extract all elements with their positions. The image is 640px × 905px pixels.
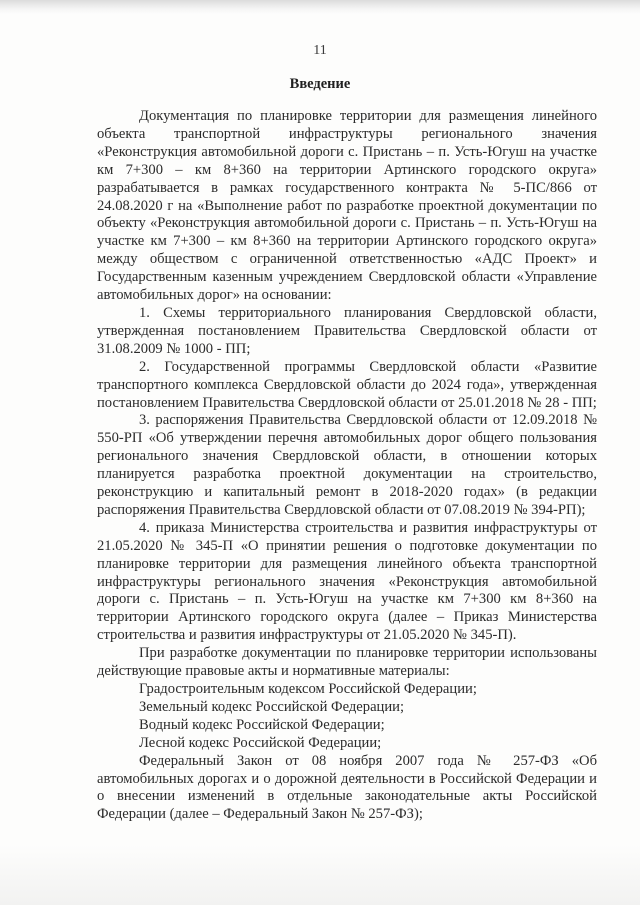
legal-act-item: Земельный кодекс Российской Федерации; xyxy=(139,698,405,715)
page-title: Введение xyxy=(289,76,351,92)
scan-edge-bottom xyxy=(0,845,640,905)
legal-act-item: Водный кодекс Российской Федерации; xyxy=(139,716,385,733)
paragraph-legal-acts-intro: При разработке документации по планировке территории использованы действующие правовые акты и нормативные материалы: xyxy=(97,645,597,680)
paragraph-basis-3: 3. распоряжения Правительства Свердловской области от 12.09.2018 № 550-РП «Об утверждении перечня автомобильных дорог общего пользования регионального значения Свердловской области, в отношении которых планируется разработка проектной документации на строительство, реконструкцию и капитальный ремонт в 2018-2020 годах» (в редакции распоряжения Правительства Свердловской области от 07.08.2019 № 394-РП); xyxy=(97,412,597,518)
legal-act-item: Градостроительным кодексом Российской Федерации; xyxy=(139,681,477,697)
legal-act-item: Федеральный Закон от 08 ноября 2007 года № 257-ФЗ «Об автомобильных дорогах и о дорожной деятельности в Российской Федерации и о внесении изменений в отдельные законодательные акты Российской Федерации (далее – Федеральный Закон № 257-ФЗ); xyxy=(97,752,597,823)
paragraph-basis-1: 1. Схемы территориального планирования Свердловской области, утвержденная постановлением Правительства Свердловской области от 31.08.2009 № 1000 - ПП; xyxy=(97,304,597,357)
paragraph-intro: Документация по планировке территории для размещения линейного объекта транспортной инфраструктуры регионального значения «Реконструкция автомобильной дороги с. Пристань – п. Усть-Югуш на участке км 7+300 – км 8+360 на территории Артинского городского округа» разрабатывается в рамках государственного контракта № 5-ПС/866 от 24.08.2020 г на «Выполнение работ по разработке проектной документации по объекту «Реконструкция автомобильной дороги с. Пристань – п. Усть-Югуш на участке км 7+300 – км 8+360 на территории Артинского городского округа» между обществом с ограниченной ответственностью «АДС Проект» и Государственным казенным учреждением Свердловской области «Управление автомобильных дорог» на основании: xyxy=(97,108,597,304)
paragraph-basis-4: 4. приказа Министерства строительства и развития инфраструктуры от 21.05.2020 № 345-П «О принятии решения о подготовке документации по планировке территории для размещения линейного объекта транспортной инфраструктуры регионального значения «Реконструкция автомобильной дороги с. Пристань – п. Усть-Югуш на участке км 7+300 км 8+360 на территории Артинского городского округа (далее – Приказ Министерства строительства и развития инфраструктуры от 21.05.2020 № 345-П). xyxy=(97,519,597,644)
legal-act-item: Лесной кодекс Российской Федерации; xyxy=(139,734,382,751)
scan-edge-top xyxy=(0,0,640,14)
paragraph-basis-2: 2. Государственной программы Свердловской области «Развитие транспортного комплекса Свердловской области до 2024 года», утвержденная постановлением Правительства Свердловской области от 25.01.2018 № 28 - ПП; xyxy=(97,358,597,411)
document-body xyxy=(97,108,597,824)
page-number: 11 xyxy=(313,43,327,58)
